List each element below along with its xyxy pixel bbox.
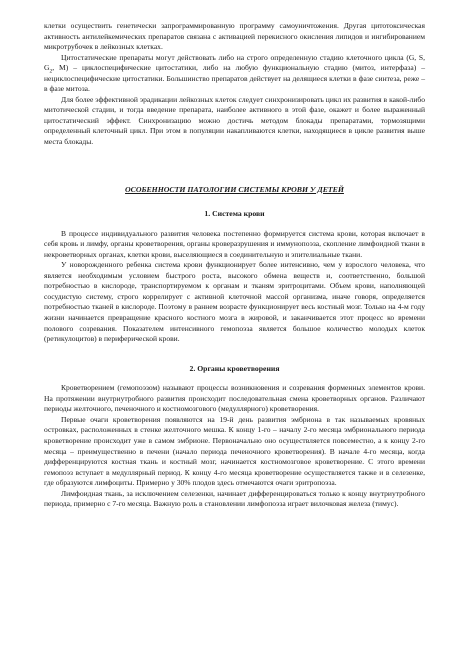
section-1-heading: 1. Система крови: [204, 209, 265, 219]
section-2-paragraph-1: Кроветворением (гемопоэзом) называют процессы возникновения и созревания форменных элементов крови. На протяжении внутриутробного развития происходит последовательная смена кроветворных органов. Различают периоды желточного, печеночного и костномозгового (медуллярного) кроветворения.: [44, 383, 425, 414]
section-1-paragraph-1: В процессе индивидуального развития человека постепенно формируется система крови, которая включает в себя кровь и лимфу, органы кроветворения, органы кроверазрушения и иммунопоэза, скопление лимфоидной ткани в некроветворных органах, клетки крови, выселяющиеся в соединительную и эпителиальные ткани.: [44, 228, 425, 259]
section-2-heading: 2. Органы кроветворения: [189, 363, 280, 373]
section-2-paragraph-2: Первые очаги кроветворения появляются на 19-й день развития эмбриона в так называемых кровяных островках, расположенных в стенке желточного мешка. К концу 1-го – началу 2-го месяца эмбрионального периода кроветворение происходит уже в самом эмбрионе. Первоначально оно осуществляется повсеместно, а к концу 2-го месяца – преимущественно в печени (начало периода печеночного кроветворения). В начале 4-го месяца, когда дифференцируются костная ткань и костный мозг, начинается костномозговое кроветворение. С этого времени гемопоэз вступает в медуллярный период. К концу 4-го месяца кроветворение осуществляется также и в селезенке, где образуются лимфоциты. Примерно у 30% плодов здесь отмечаются очаги эритропоэза.: [44, 414, 425, 488]
spacer: [44, 148, 425, 185]
paragraph-top-3: Для более эффективной эрадикации лейкозных клеток следует синхронизировать цикл их развития в какой-либо митотической стадии, и тогда введение препарата, наиболее активного в этой фазе, окажет и более выраженный цитостатический эффект. Синхронизацию можно достичь методом блокады препаратами, тормозящими определенный клеточный цикл. При этом в популяции накапливаются клетки, находящиеся в цикле развития выше места блокады.: [44, 94, 425, 147]
document-title: ОСОБЕННОСТИ ПАТОЛОГИИ СИСТЕМЫ КРОВИ У ДЕТЕЙ: [125, 184, 344, 194]
paragraph-top-2: [44, 53, 425, 95]
phase-subscript: 2: [49, 68, 53, 75]
spacer: [44, 345, 425, 364]
spacer: [44, 374, 425, 383]
spacer: [44, 220, 425, 229]
spacer: [44, 195, 425, 209]
section-2-paragraph-3: Лимфоидная ткань, за исключением селезенки, начинает дифференцироваться только к концу внутриутробного периода, примерно с 7-го месяца. Важную роль в становлении лимфопоэза играет вилочковая железа (тимус).: [44, 488, 425, 509]
section-1-paragraph-2: У новорожденного ребенка система крови функционирует более интенсивно, чем у взрослого человека, что является необходимым условием быстрого роста, высокого обмена веществ и, соответственно, большой потребностью в кислороде, транспортируемом к органам и тканям эритроцитами. Объем крови, наполняющей сосудистую систему, строго коррелирует с активной клеточной массой организма, иначе говоря, определяется потребностью тканей в кислороде. Поэтому в раннем возрасте функционирует весь костный мозг. Только на 4-м году жизни начинается превращение красного костного мозга в жировой, и заканчивается этот процесс ко времени полового созревания. Показателем интенсивного гемопоэза является большое количество молодых клеток (ретикулоцитов) в периферической крови.: [44, 260, 425, 344]
paragraph-top-2-end: , M) – циклоспецифические цитостатики, либо на любую функциональную стадию (митоз, интерфаза) – нециклоспецифические цитостатики. Большинство препаратов действует на делящиеся клетки в фазе синтеза, реже – в фазе митоза.: [44, 63, 425, 94]
paragraph-top-2-start: Цитостатические препараты могут действовать либо на строго определенную стадию клеточного цикла (G, S, G: [44, 52, 425, 73]
paragraph-top-1: клетки осуществить генетически запрограммированную программу самоуничтожения. Другая цитотоксическая активность антилейкемических препаратов связана с активацией перекисного окисления липидов и ингибированием микротрубочек в лейкозных клетках.: [44, 21, 425, 52]
